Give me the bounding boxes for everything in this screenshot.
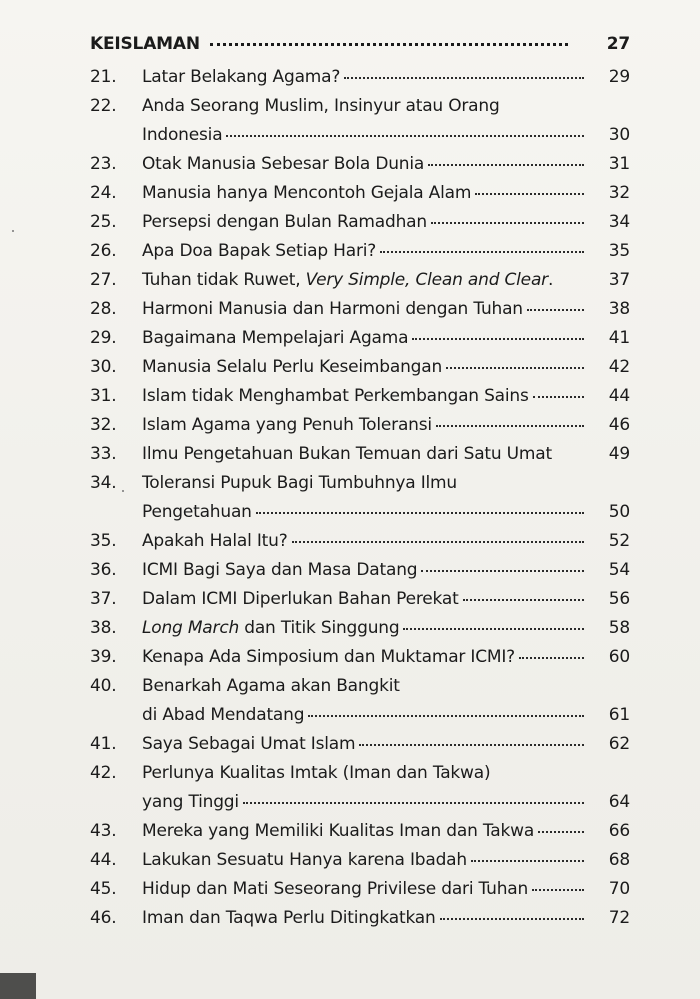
toc-entry [90,208,630,237]
entry-title: Lakukan Sesuatu Hanya karena Ibadah [142,850,467,870]
entry-title: Mereka yang Memiliki Kualitas Iman dan Takwa [142,821,535,841]
toc-entry [90,295,630,324]
entry-title-line: Perlunya Kualitas Imtak (Iman dan Takwa) [142,763,491,783]
entry-title: Saya Sebagai Umat Islam [142,734,356,754]
dot-leader [463,598,584,601]
entry-title: Latar Belakang Agama? [142,67,341,87]
entry-title: Manusia Selalu Perlu Keseimbangan [142,357,443,377]
entry-title: Islam tidak Menghambat Perkembangan Sains [142,386,529,406]
toc-entry [90,556,630,585]
entry-number: 44. [90,850,117,870]
entry-number: 25. [90,212,117,232]
entry-page-number: 66 [608,821,630,841]
dot-leader [533,395,584,398]
dot-leader [412,337,584,340]
toc-entry [90,585,630,614]
entry-page-number: 42 [608,357,630,377]
dot-leader [421,569,584,572]
entry-number: 30. [90,357,117,377]
entry-page-number: 30 [608,125,630,145]
entry-number: 21. [90,67,117,87]
entry-title-part: dan Titik Singgung [239,618,400,638]
entry-page-number: 54 [608,560,630,580]
entry-number: 26. [90,241,117,261]
entry-page-number: 29 [608,67,630,87]
dot-leader [403,627,584,630]
entry-title [142,266,553,295]
entry-page-number: 62 [608,734,630,754]
dot-leader [446,366,584,369]
entry-title: Apakah Halal Itu? [142,531,288,551]
toc-entry [90,730,630,759]
dot-leader [308,714,584,717]
entry-page-number: 32 [608,183,630,203]
entry-page-number: 60 [608,647,630,667]
dot-leader [519,656,584,659]
table-of-contents [90,34,630,933]
dot-leader [475,192,584,195]
entry-number: 46. [90,908,117,928]
entry-number: 23. [90,154,117,174]
entry-title-part: . [547,270,554,290]
toc-entry [90,672,630,730]
entry-title: Ilmu Pengetahuan Bukan Temuan dari Satu Umat [142,444,552,464]
toc-entry [90,440,630,469]
entry-title: ICMI Bagi Saya dan Masa Datang [142,560,418,580]
toc-entry [90,266,630,295]
entry-number: 33. [90,444,117,464]
dot-leader [344,76,584,79]
entry-title: yang Tinggi [142,792,239,812]
entry-number: 31. [90,386,117,406]
toc-entry [90,846,630,875]
entry-number: 37. [90,589,117,609]
entry-number: 38. [90,618,117,638]
entry-number: 45. [90,879,117,899]
entry-page-number: 52 [608,531,630,551]
dot-leader [557,279,584,282]
section-page-number: 27 [606,34,630,54]
entry-title: Kenapa Ada Simposium dan Muktamar ICMI? [142,647,516,667]
toc-entry [90,759,630,817]
toc-entry [90,817,630,846]
toc-entry [90,150,630,179]
entry-title: Indonesia [142,125,223,145]
entry-page-number: 31 [608,154,630,174]
dot-leader [256,511,584,514]
entry-title: Iman dan Taqwa Perlu Ditingkatkan [142,908,436,928]
entry-page-number: 70 [608,879,630,899]
toc-entry [90,875,630,904]
entry-title: Bagaimana Mempelajari Agama [142,328,409,348]
dot-leader [380,250,584,253]
entry-number: 41. [90,734,117,754]
toc-entry [90,382,630,411]
entry-title: Hidup dan Mati Seseorang Privilese dari Tuhan [142,879,529,899]
entry-title-line: Anda Seorang Muslim, Insinyur atau Orang [142,96,500,116]
toc-entry [90,92,630,150]
entry-page-number: 58 [608,618,630,638]
entry-title: Otak Manusia Sebesar Bola Dunia [142,154,425,174]
entry-title [142,614,399,643]
toc-entry [90,353,630,382]
entry-number: 43. [90,821,117,841]
toc-entries [90,63,630,933]
toc-entry [90,411,630,440]
dot-leader [527,308,584,311]
toc-entry [90,179,630,208]
entry-number: 28. [90,299,117,319]
toc-entry [90,904,630,933]
dot-leader [556,453,584,456]
dot-leader [359,743,584,746]
entry-page-number: 35 [608,241,630,261]
entry-number: 24. [90,183,117,203]
toc-entry [90,324,630,353]
toc-entry [90,469,630,527]
dot-leader [440,917,584,920]
toc-entry [90,237,630,266]
entry-title: Harmoni Manusia dan Harmoni dengan Tuhan [142,299,523,319]
dot-leader [226,134,584,137]
entry-page-number: 56 [608,589,630,609]
dot-leader [471,859,584,862]
entry-title: Dalam ICMI Diperlukan Bahan Perekat [142,589,459,609]
entry-number: 35. [90,531,117,551]
paper-speck [12,230,14,232]
entry-page-number: 37 [608,270,630,290]
entry-title-line: Toleransi Pupuk Bagi Tumbuhnya Ilmu [142,473,457,493]
dot-leader [532,888,584,891]
entry-page-number: 49 [608,444,630,464]
entry-number: 34. [90,473,117,493]
entry-title: Manusia hanya Mencontoh Gejala Alam [142,183,472,203]
entry-page-number: 64 [608,792,630,812]
entry-page-number: 72 [608,908,630,928]
entry-number: 29. [90,328,117,348]
entry-title: di Abad Mendatang [142,705,305,725]
entry-page-number: 38 [608,299,630,319]
entry-title-part: Tuhan tidak Ruwet, [142,270,306,290]
section-title: KEISLAMAN [90,34,200,54]
entry-page-number: 68 [608,850,630,870]
entry-number: 42. [90,763,117,783]
dot-leader [428,163,584,166]
entry-number: 27. [90,270,117,290]
entry-title-part: Long March [142,618,240,638]
toc-entry [90,614,630,643]
dot-leader [436,424,584,427]
entry-page-number: 50 [608,502,630,522]
toc-entry [90,643,630,672]
scan-corner-shadow [0,973,36,999]
dot-leader [243,801,584,804]
entry-number: 22. [90,96,117,116]
entry-number: 40. [90,676,117,696]
entry-title: Islam Agama yang Penuh Toleransi [142,415,432,435]
entry-page-number: 44 [608,386,630,406]
dot-leader [292,540,584,543]
entry-number: 32. [90,415,117,435]
entry-number: 39. [90,647,117,667]
dot-leader [538,830,584,833]
entry-page-number: 46 [608,415,630,435]
paper-speck [122,490,124,492]
entry-number: 36. [90,560,117,580]
dot-leader [431,221,584,224]
entry-title-line: Benarkah Agama akan Bangkit [142,676,400,696]
entry-page-number: 34 [608,212,630,232]
entry-title: Persepsi dengan Bulan Ramadhan [142,212,427,232]
toc-entry [90,527,630,556]
entry-title: Pengetahuan [142,502,252,522]
toc-entry [90,63,630,92]
entry-title: Apa Doa Bapak Setiap Hari? [142,241,377,261]
dot-leader [210,42,568,46]
entry-page-number: 61 [608,705,630,725]
section-heading-row [90,34,630,63]
entry-page-number: 41 [608,328,630,348]
entry-title-part: Very Simple, Clean and Clear [305,270,548,290]
